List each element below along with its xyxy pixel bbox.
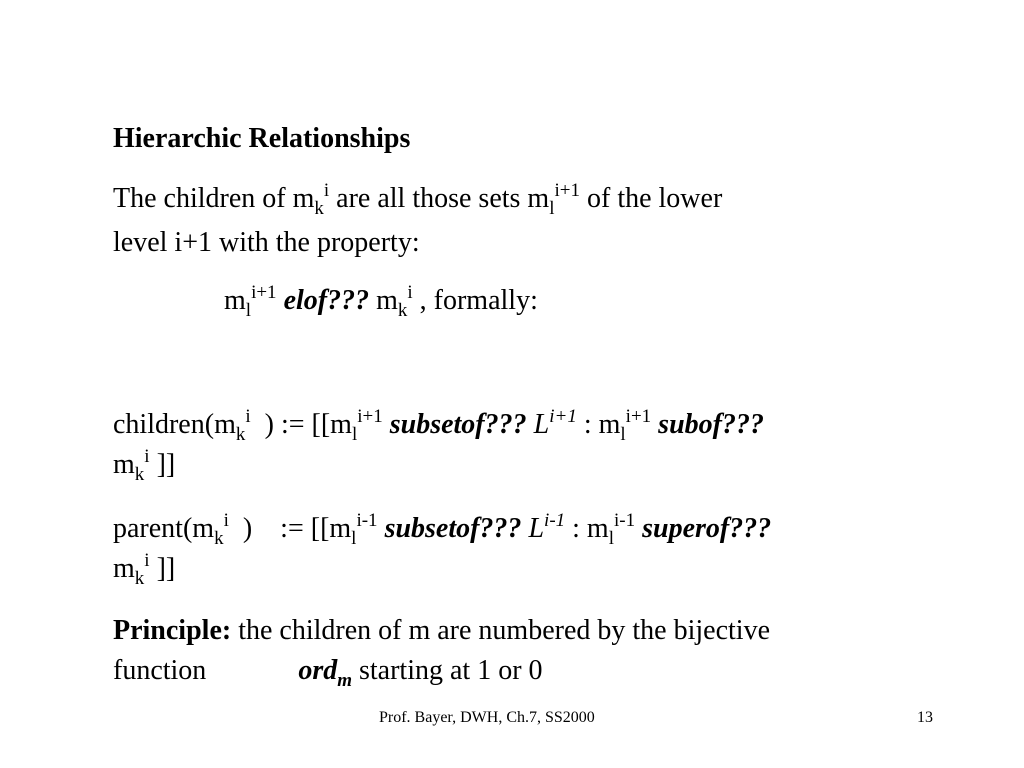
text: children(m <box>113 409 236 440</box>
text: The children of m <box>113 183 315 214</box>
subscript: l <box>549 198 555 219</box>
subscript: k <box>235 424 246 445</box>
superscript: i <box>144 446 150 467</box>
superscript: i <box>407 282 413 303</box>
subscript: k <box>214 528 224 549</box>
text: starting at 1 or 0 <box>352 655 543 686</box>
superof-operator: superof??? <box>635 513 772 544</box>
level-set-L: L <box>528 513 545 544</box>
subscript: l <box>245 300 252 321</box>
subof-operator: subof??? <box>651 409 764 440</box>
subsetof-operator: subsetof??? <box>382 409 534 440</box>
superscript: i-1 <box>544 510 566 531</box>
parent-definition-line-2 <box>113 550 176 589</box>
text: m <box>113 449 135 480</box>
text: ]] <box>149 553 176 584</box>
principle-line-1 <box>113 614 770 648</box>
subsetof-operator: subsetof??? <box>377 513 529 544</box>
children-definition-line-1 <box>113 406 764 445</box>
superscript: i <box>144 550 150 571</box>
property-line <box>224 282 538 321</box>
children-definition-line-2 <box>113 446 176 485</box>
subscript: k <box>314 198 324 219</box>
level-set-L: L <box>533 409 550 440</box>
subscript: m <box>337 670 352 691</box>
text: : m <box>565 513 609 544</box>
ord-function: ord <box>298 655 338 686</box>
superscript: i+1 <box>357 406 383 427</box>
children-intro-line-1 <box>113 180 723 219</box>
text: ) := [[m <box>228 513 352 544</box>
superscript: i-1 <box>614 510 636 531</box>
subscript: k <box>134 568 145 589</box>
text: are all those sets m <box>329 183 550 214</box>
text: , formally: <box>412 285 538 316</box>
text: parent(m <box>113 513 215 544</box>
superscript: i+1 <box>251 282 277 303</box>
elof-operator: elof??? <box>276 285 377 316</box>
superscript: i <box>223 510 229 531</box>
text: ]] <box>149 449 176 480</box>
superscript: i <box>245 406 251 427</box>
superscript: i+1 <box>625 406 652 427</box>
subscript: k <box>134 464 145 485</box>
subscript: l <box>351 528 357 549</box>
principle-label: Principle: <box>113 615 232 646</box>
subscript: l <box>620 424 626 445</box>
slide-title: Hierarchic Relationships <box>113 123 411 154</box>
superscript: i+1 <box>549 406 577 427</box>
subscript: l <box>608 528 614 549</box>
text: function <box>113 655 207 686</box>
subscript: l <box>351 424 358 445</box>
text: m <box>224 285 246 316</box>
superscript: i <box>323 180 330 201</box>
text: m <box>113 553 135 584</box>
children-intro-line-2: level i+1 with the property: <box>113 227 420 258</box>
superscript: i-1 <box>356 510 378 531</box>
footer-credit: Prof. Bayer, DWH, Ch.7, SS2000 <box>379 709 595 726</box>
page-number: 13 <box>917 709 933 726</box>
text: ) := [[m <box>250 409 352 440</box>
subscript: k <box>397 300 408 321</box>
text: : m <box>576 409 621 440</box>
text: the children of m are numbered by the bijective <box>231 615 770 646</box>
principle-line-2 <box>113 654 543 691</box>
superscript: i+1 <box>554 180 580 201</box>
parent-definition-line-1 <box>113 510 772 549</box>
text: of the lower <box>580 183 723 214</box>
text: m <box>376 285 398 316</box>
